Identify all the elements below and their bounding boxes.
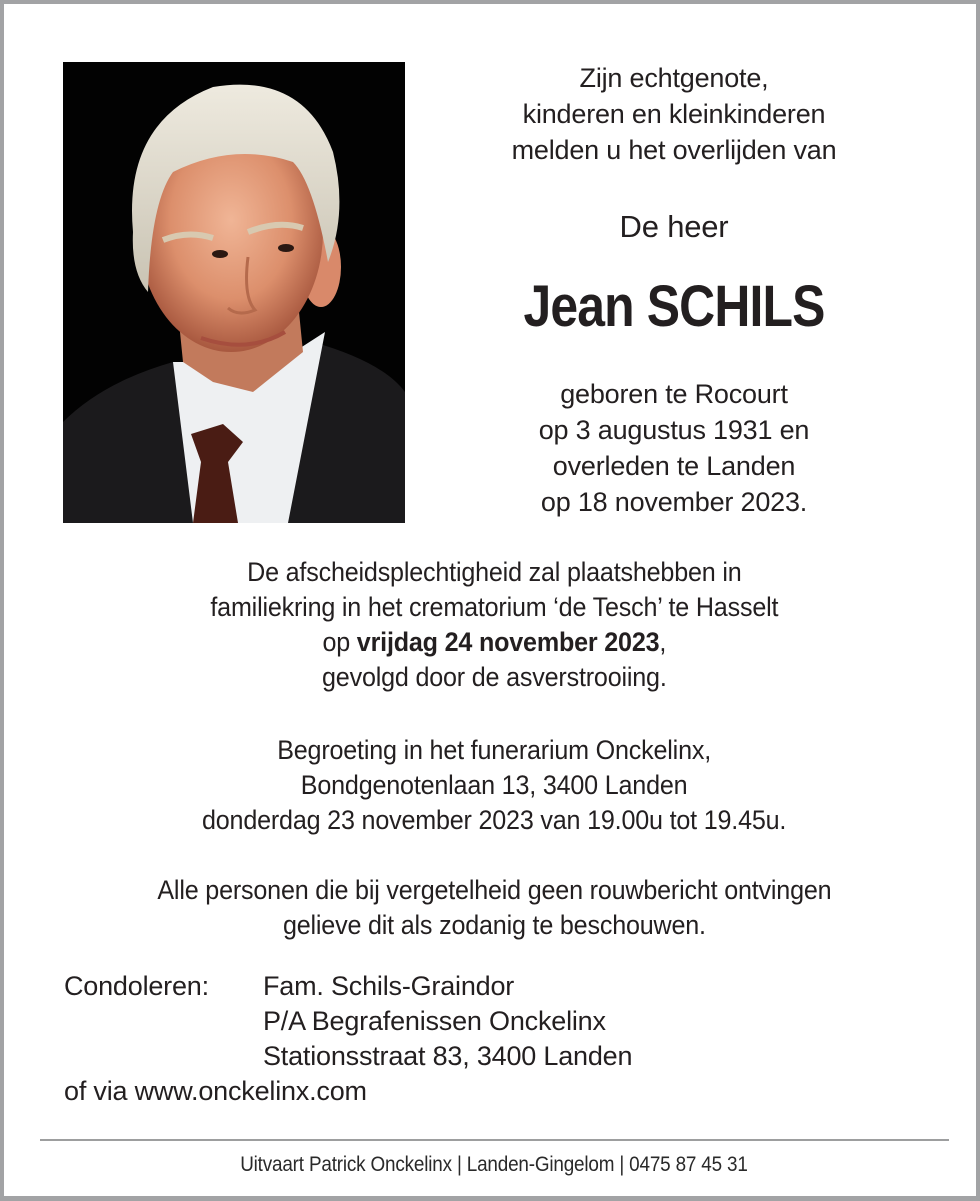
deceased-name: Jean SCHILS	[523, 274, 825, 339]
visitation-line: Bondgenotenlaan 13, 3400 Landen	[300, 770, 688, 800]
life-line: overleden te Landen	[552, 451, 796, 481]
ceremony-line: De afscheidsplechtigheid zal plaatshebben in	[246, 557, 742, 587]
intro-line: Zijn echtgenote,	[579, 63, 769, 93]
ceremony-line: familiekring in het crematorium ‘de Tesch’ te Hasselt	[210, 592, 778, 622]
portrait-illustration	[63, 62, 405, 523]
portrait-photo	[63, 62, 405, 523]
notice-line: gelieve dit als zodanig te beschouwen.	[282, 910, 706, 940]
life-line: geboren te Rocourt	[560, 379, 788, 409]
footer	[44, 1150, 944, 1180]
condolences	[64, 969, 632, 1109]
footer-divider	[40, 1139, 949, 1141]
honorific: De heer	[619, 209, 729, 244]
visitation-line: donderdag 23 november 2023 van 19.00u tot 19.45u.	[201, 805, 787, 835]
ceremony-date-prefix: op	[322, 627, 357, 657]
intro-line: melden u het overlijden van	[511, 135, 837, 165]
condolences-website-link[interactable]: of via www.onckelinx.com	[64, 1076, 367, 1106]
intro-text	[454, 60, 894, 168]
announcement	[454, 60, 894, 520]
life-dates	[454, 376, 894, 520]
ceremony-date: vrijdag 24 november 2023	[356, 627, 660, 657]
notice-line: Alle personen die bij vergetelheid geen rouwbericht ontvingen	[156, 875, 832, 905]
intro-line: kinderen en kleinkinderen	[522, 99, 826, 129]
address-line: Stationsstraat 83, 3400 Landen	[263, 1041, 633, 1071]
notice-text	[44, 873, 944, 943]
ceremony-date-line	[210, 625, 778, 660]
life-line: op 18 november 2023.	[540, 487, 808, 517]
condolences-label: Condoleren:	[64, 971, 209, 1001]
address-line: Fam. Schils-Graindor	[263, 971, 515, 1001]
ceremony-details	[44, 555, 944, 695]
visitation-line: Begroeting in het funerarium Onckelinx,	[277, 735, 711, 765]
ceremony-line: gevolgd door de asverstrooiing.	[321, 662, 667, 692]
visitation-details	[44, 733, 944, 838]
address-line: P/A Begrafenissen Onckelinx	[263, 1006, 606, 1036]
ceremony-date-suffix: ,	[659, 627, 666, 657]
footer-contact: Uitvaart Patrick Onckelinx | Landen-Gingelom | 0475 87 45 31	[240, 1153, 748, 1176]
life-line: op 3 augustus 1931 en	[538, 415, 810, 445]
condolences-address	[263, 969, 632, 1074]
